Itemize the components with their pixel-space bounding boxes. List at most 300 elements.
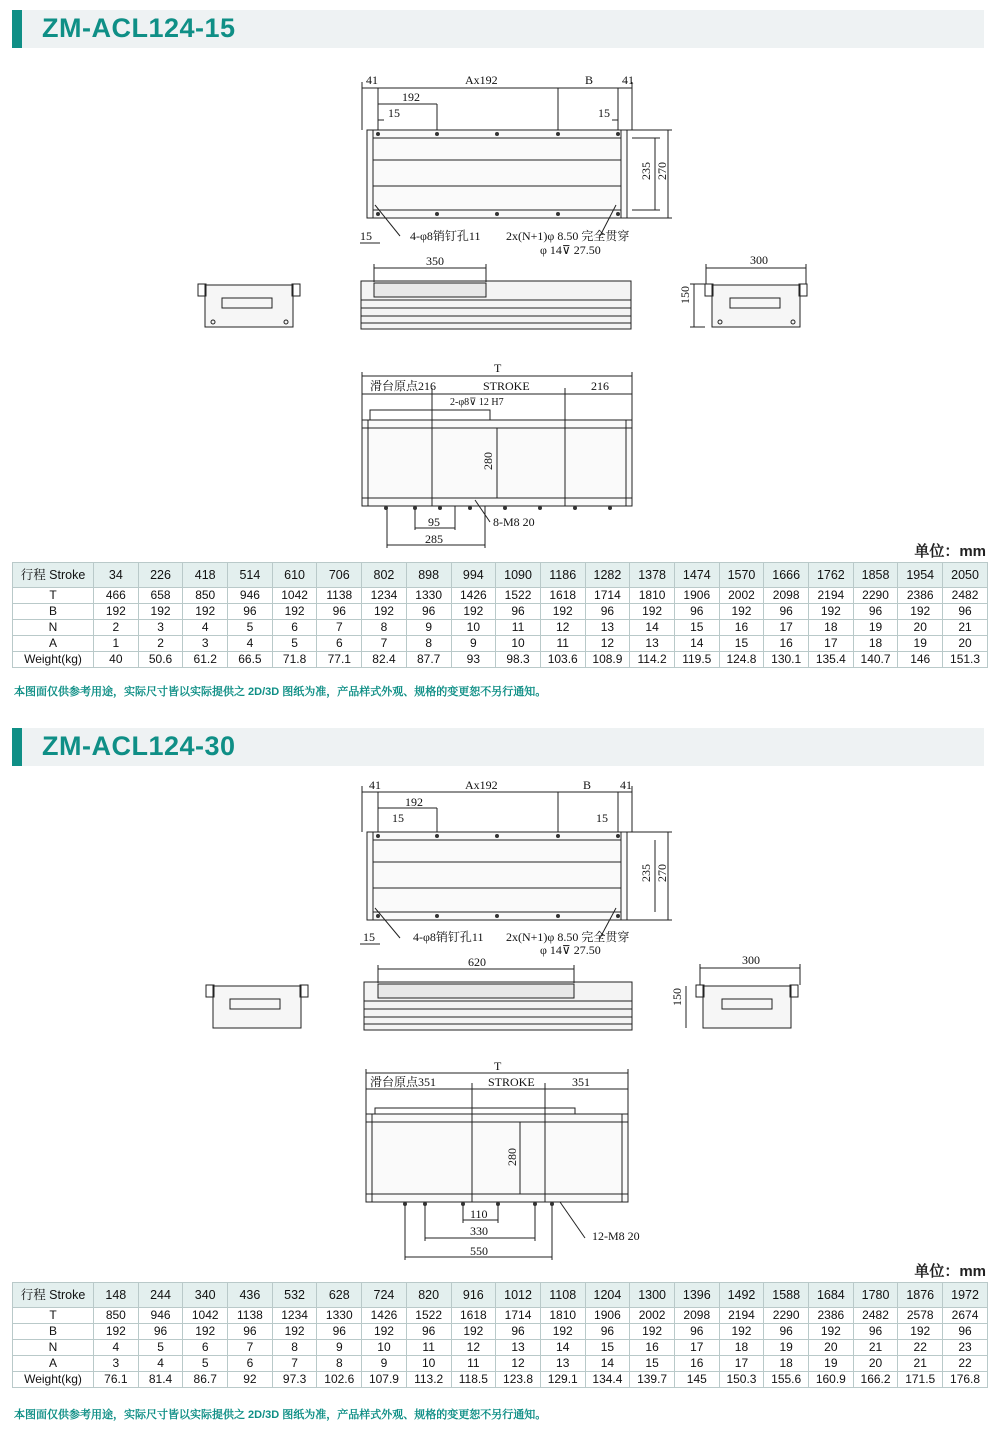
stroke-cell: 1090	[496, 563, 541, 588]
row-label: B	[13, 1324, 94, 1340]
stroke-cell: 418	[183, 563, 228, 588]
dim-41-left: 41	[366, 73, 378, 87]
table-cell: 15	[630, 1356, 675, 1372]
table-cell: 66.5	[228, 652, 273, 668]
table-cell: 7	[228, 1340, 273, 1356]
table-cell: 2194	[809, 588, 854, 604]
table-cell: 96	[674, 1324, 719, 1340]
left-end-view	[213, 986, 301, 1028]
table-cell: 22	[898, 1340, 943, 1356]
table-cell: 20	[898, 620, 943, 636]
table-cell: 113.2	[406, 1372, 451, 1388]
table-cell: 4	[94, 1340, 139, 1356]
table-cell: 1522	[406, 1308, 451, 1324]
table-cell: 151.3	[943, 652, 988, 668]
dim-ax192: Ax192	[465, 73, 498, 87]
table-cell: 139.7	[630, 1372, 675, 1388]
table-cell: 16	[674, 1356, 719, 1372]
table-cell: 40	[94, 652, 139, 668]
dim-550: 550	[470, 1244, 488, 1258]
technical-drawing	[0, 0, 1000, 555]
table-cell: 50.6	[138, 652, 183, 668]
table-cell: 176.8	[943, 1372, 988, 1388]
table-cell: 96	[943, 1324, 988, 1340]
table-cell: 118.5	[451, 1372, 496, 1388]
section-acl124-30	[0, 718, 1000, 1431]
table-header-row	[13, 1283, 988, 1308]
stroke-label: STROKE	[483, 379, 530, 393]
stroke-cell: 340	[183, 1283, 228, 1308]
thru-hole-label: 2x(N+1)φ 8.50 完全贯穿	[506, 930, 630, 944]
thread-label: 12-M8 20	[592, 1229, 640, 1243]
table-cell: 2002	[630, 1308, 675, 1324]
table-cell: 8	[406, 636, 451, 652]
table-cell: 17	[809, 636, 854, 652]
table-row	[13, 588, 988, 604]
table-cell: 10	[496, 636, 541, 652]
top-view-outline	[367, 832, 627, 920]
row-label: A	[13, 1356, 94, 1372]
table-row	[13, 620, 988, 636]
table-cell: 4	[228, 636, 273, 652]
table-cell: 658	[138, 588, 183, 604]
table-cell: 96	[496, 604, 541, 620]
table-cell: 17	[719, 1356, 764, 1372]
row-label: N	[13, 620, 94, 636]
table-cell: 192	[898, 604, 943, 620]
stroke-header-label: 行程 Stroke	[13, 563, 94, 588]
dim-15-right: 15	[596, 811, 608, 825]
table-cell: 96	[228, 1324, 273, 1340]
stroke-cell: 514	[228, 563, 273, 588]
dim-285: 285	[425, 532, 443, 546]
table-cell: 77.1	[317, 652, 362, 668]
dim-15-bottom: 15	[360, 229, 372, 243]
table-cell: 4	[138, 1356, 183, 1372]
table-cell: 96	[317, 1324, 362, 1340]
disclaimer-note: 本图面仅供参考用途，实际尺寸皆以实际提供之 2D/3D 图纸为准，产品样式外观、规格的变更恕不另行通知。	[14, 1409, 547, 1421]
table-cell: 5	[183, 1356, 228, 1372]
pin-hole-label: 4-φ8销钉孔11	[413, 930, 484, 944]
table-cell: 1906	[585, 1308, 630, 1324]
table-row	[13, 604, 988, 620]
table-cell: 8	[362, 620, 407, 636]
dim-350: 350	[426, 254, 444, 268]
table-cell: 13	[585, 620, 630, 636]
table-row	[13, 652, 988, 668]
table-cell: 87.7	[406, 652, 451, 668]
table-cell: 20	[853, 1356, 898, 1372]
table-cell: 192	[898, 1324, 943, 1340]
unit-label: 单位：mm	[914, 1263, 986, 1280]
table-cell: 19	[853, 620, 898, 636]
table-cell: 13	[540, 1356, 585, 1372]
table-row	[13, 1356, 988, 1372]
table-cell: 11	[451, 1356, 496, 1372]
table-row	[13, 1372, 988, 1388]
table-cell: 8	[272, 1340, 317, 1356]
section-acl124-15	[0, 0, 1000, 715]
table-cell: 2482	[943, 588, 988, 604]
table-cell: 130.1	[764, 652, 809, 668]
table-cell: 1618	[451, 1308, 496, 1324]
table-cell: 96	[585, 604, 630, 620]
table-cell: 11	[406, 1340, 451, 1356]
table-cell: 155.6	[764, 1372, 809, 1388]
table-cell: 17	[674, 1340, 719, 1356]
stroke-cell: 1780	[853, 1283, 898, 1308]
counterbore-label: φ 14⊽ 27.50	[540, 243, 601, 257]
table-cell: 18	[853, 636, 898, 652]
stroke-cell: 1762	[809, 563, 854, 588]
table-cell: 14	[540, 1340, 585, 1356]
table-cell: 12	[585, 636, 630, 652]
table-cell: 22	[943, 1356, 988, 1372]
table-cell: 81.4	[138, 1372, 183, 1388]
table-cell: 98.3	[496, 652, 541, 668]
table-cell: 124.8	[719, 652, 764, 668]
dim-ax192: Ax192	[465, 778, 498, 792]
table-row	[13, 1340, 988, 1356]
dim-95: 95	[428, 515, 440, 529]
table-cell: 16	[764, 636, 809, 652]
disclaimer-note: 本图面仅供参考用途，实际尺寸皆以实际提供之 2D/3D 图纸为准，产品样式外观、规格的变更恕不另行通知。	[14, 686, 547, 698]
table-cell: 19	[809, 1356, 854, 1372]
dim-280: 280	[481, 452, 495, 470]
table-cell: 850	[94, 1308, 139, 1324]
table-cell: 1138	[228, 1308, 273, 1324]
table-cell: 2098	[764, 588, 809, 604]
table-cell: 96	[674, 604, 719, 620]
table-cell: 7	[362, 636, 407, 652]
table-cell: 12	[451, 1340, 496, 1356]
section-title: ZM-ACL124-30	[42, 731, 236, 761]
table-cell: 192	[540, 604, 585, 620]
table-cell: 6	[317, 636, 362, 652]
table-cell: 192	[451, 1324, 496, 1340]
table-cell: 12	[540, 620, 585, 636]
table-cell: 20	[943, 636, 988, 652]
stroke-cell: 916	[451, 1283, 496, 1308]
table-cell: 9	[362, 1356, 407, 1372]
stroke-cell: 532	[272, 1283, 317, 1308]
table-cell: 466	[94, 588, 139, 604]
dim-330: 330	[470, 1224, 488, 1238]
table-cell: 20	[809, 1340, 854, 1356]
dim-41-right: 41	[622, 73, 634, 87]
stroke-cell: 1012	[496, 1283, 541, 1308]
dim-192: 192	[405, 795, 423, 809]
table-cell: 14	[585, 1356, 630, 1372]
table-cell: 946	[228, 588, 273, 604]
row-label: N	[13, 1340, 94, 1356]
table-cell: 3	[183, 636, 228, 652]
table-cell: 61.2	[183, 652, 228, 668]
table-cell: 192	[272, 604, 317, 620]
table-cell: 135.4	[809, 652, 854, 668]
table-cell: 18	[719, 1340, 764, 1356]
row-label: Weight(kg)	[13, 1372, 94, 1388]
table-cell: 192	[451, 604, 496, 620]
stroke-cell: 436	[228, 1283, 273, 1308]
table-cell: 71.8	[272, 652, 317, 668]
dim-15-left: 15	[388, 106, 400, 120]
table-row	[13, 1308, 988, 1324]
dim-15-right: 15	[598, 106, 610, 120]
stroke-cell: 1108	[540, 1283, 585, 1308]
dim-b: B	[585, 73, 594, 87]
table-cell: 1426	[451, 588, 496, 604]
stroke-cell: 1666	[764, 563, 809, 588]
table-cell: 15	[585, 1340, 630, 1356]
top-view-outline	[367, 130, 627, 218]
counterbore-label: φ 14⊽ 27.50	[540, 943, 601, 957]
table-cell: 192	[630, 1324, 675, 1340]
table-cell: 2578	[898, 1308, 943, 1324]
row-label: T	[13, 1308, 94, 1324]
stroke-cell: 724	[362, 1283, 407, 1308]
table-cell: 23	[943, 1340, 988, 1356]
table-cell: 11	[540, 636, 585, 652]
table-cell: 96	[764, 1324, 809, 1340]
table-cell: 2482	[853, 1308, 898, 1324]
table-cell: 14	[630, 620, 675, 636]
table-cell: 1234	[362, 588, 407, 604]
table-cell: 21	[853, 1340, 898, 1356]
table-cell: 10	[406, 1356, 451, 1372]
stroke-cell: 1186	[540, 563, 585, 588]
stroke-cell: 226	[138, 563, 183, 588]
table-cell: 1810	[630, 588, 675, 604]
table-cell: 192	[362, 604, 407, 620]
table-cell: 1234	[272, 1308, 317, 1324]
table-cell: 134.4	[585, 1372, 630, 1388]
table-cell: 192	[630, 604, 675, 620]
dim-41-right: 41	[620, 778, 632, 792]
stroke-cell: 1492	[719, 1283, 764, 1308]
origin-label: 滑台原点216	[370, 379, 437, 393]
table-cell: 3	[138, 620, 183, 636]
stroke-cell: 1300	[630, 1283, 675, 1308]
table-cell: 96	[406, 1324, 451, 1340]
table-cell: 2	[138, 636, 183, 652]
table-cell: 96	[943, 604, 988, 620]
dim-235: 235	[639, 864, 653, 882]
table-cell: 145	[674, 1372, 719, 1388]
table-cell: 18	[764, 1356, 809, 1372]
technical-drawing	[0, 718, 1000, 1273]
table-cell: 16	[630, 1340, 675, 1356]
table-cell: 192	[809, 604, 854, 620]
table-cell: 92	[228, 1372, 273, 1388]
stroke-cell: 34	[94, 563, 139, 588]
thru-hole-label: 2x(N+1)φ 8.50 完全贯穿	[506, 229, 630, 243]
table-cell: 1330	[317, 1308, 362, 1324]
pin-hole-label: 4-φ8销钉孔11	[410, 229, 481, 243]
table-cell: 19	[764, 1340, 809, 1356]
section-title: ZM-ACL124-15	[42, 13, 236, 43]
stroke-cell: 1570	[719, 563, 764, 588]
stroke-cell: 1858	[853, 563, 898, 588]
table-cell: 850	[183, 588, 228, 604]
table-cell: 2290	[853, 588, 898, 604]
table-cell: 192	[362, 1324, 407, 1340]
table-cell: 192	[719, 604, 764, 620]
table-cell: 1138	[317, 588, 362, 604]
table-cell: 7	[272, 1356, 317, 1372]
table-cell: 96	[585, 1324, 630, 1340]
dim-192: 192	[402, 90, 420, 104]
dim-300: 300	[750, 253, 768, 267]
dim-620: 620	[468, 955, 486, 969]
table-cell: 12	[496, 1356, 541, 1372]
table-cell: 1	[94, 636, 139, 652]
table-cell: 8	[317, 1356, 362, 1372]
dim-300: 300	[742, 953, 760, 967]
unit-label: 单位：mm	[914, 543, 986, 560]
table-cell: 11	[496, 620, 541, 636]
stroke-cell: 610	[272, 563, 317, 588]
table-cell: 160.9	[809, 1372, 854, 1388]
table-cell: 96	[853, 604, 898, 620]
table-row	[13, 636, 988, 652]
table-row	[13, 1324, 988, 1340]
table-cell: 93	[451, 652, 496, 668]
table-cell: 19	[898, 636, 943, 652]
table-cell: 15	[719, 636, 764, 652]
table-cell: 2194	[719, 1308, 764, 1324]
table-cell: 171.5	[898, 1372, 943, 1388]
spec-table	[12, 562, 988, 668]
table-cell: 82.4	[362, 652, 407, 668]
dim-270: 270	[655, 162, 669, 180]
table-cell: 119.5	[674, 652, 719, 668]
stroke-cell: 1474	[674, 563, 719, 588]
dim-351-right: 351	[572, 1075, 590, 1089]
table-cell: 96	[764, 604, 809, 620]
table-cell: 1042	[272, 588, 317, 604]
table-cell: 946	[138, 1308, 183, 1324]
table-cell: 1522	[496, 588, 541, 604]
table-cell: 192	[809, 1324, 854, 1340]
table-cell: 18	[809, 620, 854, 636]
table-cell: 1042	[183, 1308, 228, 1324]
stroke-cell: 1588	[764, 1283, 809, 1308]
dim-15-left: 15	[392, 811, 404, 825]
origin-label: 滑台原点351	[370, 1075, 437, 1089]
table-cell: 9	[451, 636, 496, 652]
table-cell: 9	[406, 620, 451, 636]
table-cell: 1714	[585, 588, 630, 604]
table-cell: 76.1	[94, 1372, 139, 1388]
dim-t: T	[494, 1059, 502, 1073]
thread-label: 8-M8 20	[493, 515, 535, 529]
table-cell: 192	[540, 1324, 585, 1340]
table-cell: 129.1	[540, 1372, 585, 1388]
row-label: T	[13, 588, 94, 604]
table-cell: 21	[898, 1356, 943, 1372]
dim-216-right: 216	[591, 379, 609, 393]
table-cell: 140.7	[853, 652, 898, 668]
stroke-cell: 706	[317, 563, 362, 588]
table-cell: 17	[764, 620, 809, 636]
table-cell: 21	[943, 620, 988, 636]
table-cell: 96	[317, 604, 362, 620]
right-end-view	[703, 986, 791, 1028]
dim-150: 150	[678, 286, 692, 304]
table-cell: 1426	[362, 1308, 407, 1324]
stroke-cell: 1876	[898, 1283, 943, 1308]
table-cell: 123.8	[496, 1372, 541, 1388]
stroke-label: STROKE	[488, 1075, 535, 1089]
stroke-cell: 1396	[674, 1283, 719, 1308]
dim-270: 270	[655, 864, 669, 882]
table-cell: 2386	[898, 588, 943, 604]
table-cell: 7	[317, 620, 362, 636]
table-cell: 1618	[540, 588, 585, 604]
stroke-cell: 2050	[943, 563, 988, 588]
dowel-label: 2-φ8⊽ 12 H7	[450, 397, 504, 408]
table-cell: 13	[630, 636, 675, 652]
stroke-cell: 1954	[898, 563, 943, 588]
table-cell: 97.3	[272, 1372, 317, 1388]
table-cell: 6	[272, 620, 317, 636]
table-cell: 150.3	[719, 1372, 764, 1388]
dim-15-bottom: 15	[363, 930, 375, 944]
table-cell: 192	[94, 1324, 139, 1340]
table-cell: 2002	[719, 588, 764, 604]
table-cell: 9	[317, 1340, 362, 1356]
table-cell: 15	[674, 620, 719, 636]
table-cell: 96	[853, 1324, 898, 1340]
table-cell: 192	[183, 604, 228, 620]
table-cell: 192	[138, 604, 183, 620]
row-label: A	[13, 636, 94, 652]
table-cell: 2290	[764, 1308, 809, 1324]
dim-235: 235	[639, 162, 653, 180]
left-end-view	[205, 285, 293, 327]
table-cell: 192	[94, 604, 139, 620]
spec-table	[12, 1282, 988, 1388]
table-cell: 6	[183, 1340, 228, 1356]
dim-41-left: 41	[369, 778, 381, 792]
dim-150: 150	[670, 988, 684, 1006]
stroke-cell: 148	[94, 1283, 139, 1308]
table-cell: 96	[228, 604, 273, 620]
stroke-cell: 1378	[630, 563, 675, 588]
stroke-cell: 1972	[943, 1283, 988, 1308]
table-cell: 192	[183, 1324, 228, 1340]
stroke-cell: 244	[138, 1283, 183, 1308]
table-cell: 10	[451, 620, 496, 636]
stroke-cell: 1684	[809, 1283, 854, 1308]
stroke-cell: 898	[406, 563, 451, 588]
table-cell: 4	[183, 620, 228, 636]
table-cell: 1906	[674, 588, 719, 604]
table-cell: 2674	[943, 1308, 988, 1324]
stroke-cell: 628	[317, 1283, 362, 1308]
table-cell: 6	[228, 1356, 273, 1372]
row-label: Weight(kg)	[13, 652, 94, 668]
table-cell: 192	[272, 1324, 317, 1340]
table-cell: 16	[719, 620, 764, 636]
table-cell: 103.6	[540, 652, 585, 668]
table-cell: 96	[138, 1324, 183, 1340]
table-cell: 10	[362, 1340, 407, 1356]
dim-280: 280	[505, 1148, 519, 1166]
row-label: B	[13, 604, 94, 620]
right-end-view	[712, 285, 800, 327]
